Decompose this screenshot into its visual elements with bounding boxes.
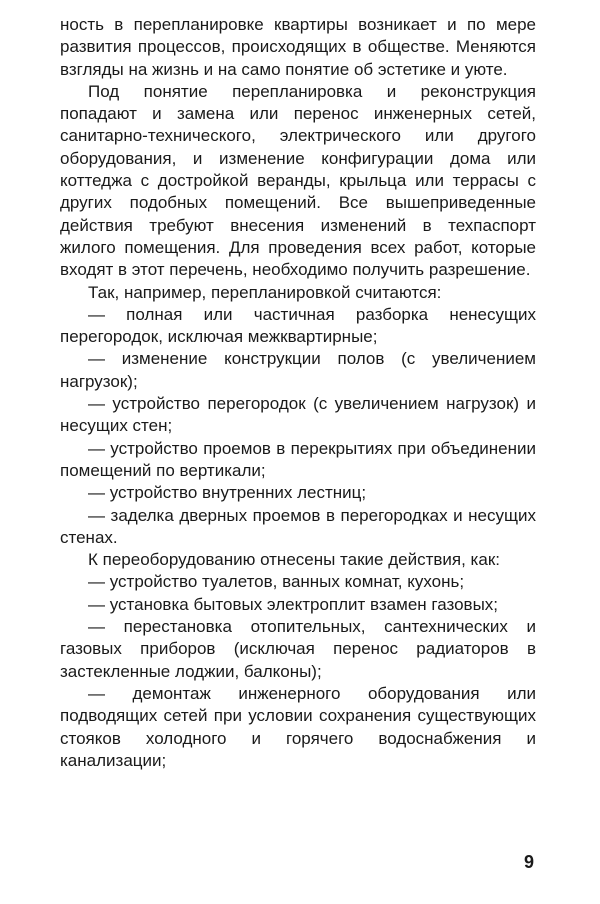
list-item: — демонтаж инженерного оборудования или подводящих сетей при условии сохранения существующих стояков холодного и горячего водоснабжения и канализации; bbox=[60, 683, 536, 770]
list-item: — устройство внутренних лестниц; bbox=[88, 483, 367, 503]
paragraph: К переоборудованию отнесены такие действия, как: bbox=[88, 550, 500, 570]
list-item: — устройство перегородок (с увеличением нагрузок) и несущих стен; bbox=[60, 394, 536, 436]
list-item: — заделка дверных проемов в перегородках и несущих стенах. bbox=[60, 505, 536, 547]
paragraph: ность в перепланировке квартиры возникает и по мере развития процессов, происходящих в обществе. Меняются взгляды на жизнь и на само понятие об эстетике и уюте. bbox=[60, 15, 536, 79]
paragraph: Под понятие перепланировка и реконструкция попадают и замена или перенос инженерных сетей, санитарно-технического, электрического или другого оборудования, и изменение конфигурации дома или коттеджа с достройкой веранды, крыльца или террасы с других подобных помещений. Все вышеприведенные действия требуют внесения изменений в техпаспорт жилого помещения. Для проведения всех работ, которые входят в этот перечень, необходимо получить разрешение. bbox=[60, 81, 536, 280]
list-item: — устройство проемов в перекрытиях при объединении помещений по вертикали; bbox=[60, 438, 536, 480]
list-item: — перестановка отопительных, сантехнических и газовых приборов (исключая перенос радиаторов в застекленные лоджии, балконы); bbox=[60, 617, 536, 681]
list-item: — установка бытовых электроплит взамен газовых; bbox=[88, 594, 499, 614]
page-text bbox=[60, 14, 536, 772]
list-item: — устройство туалетов, ванных комнат, кухонь; bbox=[88, 572, 465, 592]
list-item: — изменение конструкции полов (с увеличением нагрузок); bbox=[60, 349, 536, 391]
list-item: — полная или частичная разборка ненесущих перегородок, исключая межквартирные; bbox=[60, 304, 536, 347]
paragraph: Так, например, перепланировкой считаются: bbox=[88, 282, 442, 302]
page-number: 9 bbox=[524, 852, 535, 872]
